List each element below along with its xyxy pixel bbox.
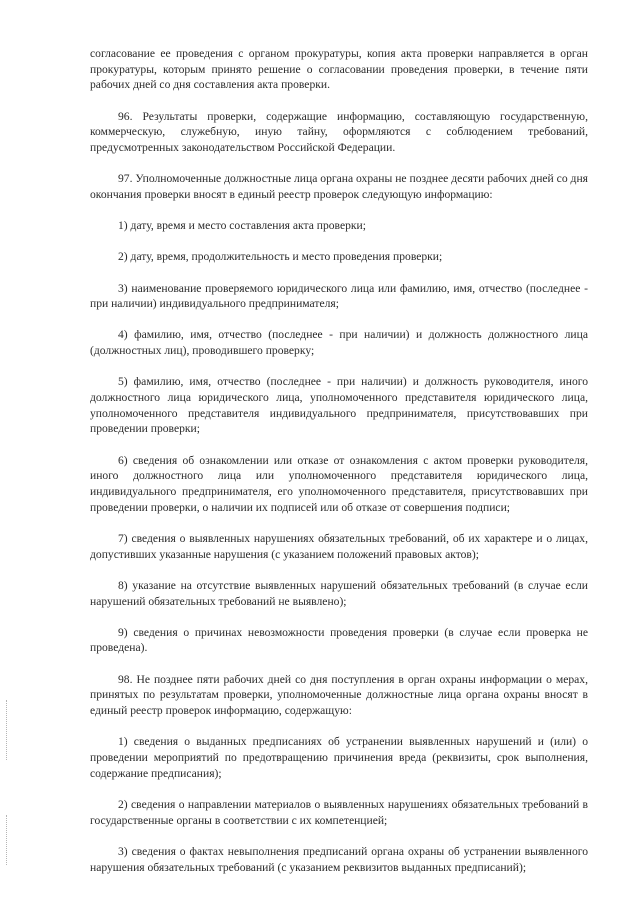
list-item-97-9: 9) сведения о причинах невозможности проведения проверки (в случае если проверка не проведена).: [90, 625, 588, 655]
list-item-97-2: 2) дату, время, продолжительность и место проведения проверки;: [118, 250, 443, 264]
list-item-97-7: 7) сведения о выявленных нарушениях обязательных требований, об их характере и о лицах, допустивших указанные нарушения (с указанием положений правовых актов);: [90, 531, 588, 561]
document-body: [90, 46, 588, 891]
paragraph-97: 97. Уполномоченные должностные лица органа охраны не позднее десяти рабочих дней со дня окончания проверки вносят в единый реестр проверок следующую информацию:: [90, 172, 588, 201]
paragraph-98: 98. Не позднее пяти рабочих дней со дня поступления в орган охраны информации о мерах, принятых по результатам проверки, уполномоченные должностные лица органа охраны вносят в единый реестр проверок информацию, содержащую:: [90, 672, 588, 718]
list-item-98-1: 1) сведения о выданных предписаниях об устранении выявленных нарушений и (или) о проведении мероприятий по предотвращению причинения вреда (реквизиты, срок выполнения, содержание предписания);: [90, 735, 588, 780]
list-item-98-3: 3) сведения о фактах невыполнения предписаний органа охраны об устранении выявленного нарушения обязательных требований (с указанием реквизитов выданных предписаний);: [90, 844, 588, 874]
list-item-97-8: 8) указание на отсутствие выявленных нарушений обязательных требований (в случае если нарушений обязательных требований не выявлено);: [90, 578, 588, 608]
list-item-97-3: 3) наименование проверяемого юридического лица или фамилию, имя, отчество (последнее - при наличии) индивидуального предпринимателя;: [90, 281, 588, 311]
list-item-97-4: 4) фамилию, имя, отчество (последнее - при наличии) и должность должностного лица (должностных лиц), проводившего проверку;: [90, 328, 588, 358]
paragraph-96: 96. Результаты проверки, содержащие информацию, составляющую государственную, коммерческую, служебную, иную тайну, оформляются с соблюдением требований, предусмотренных законодательством Российской Федерации.: [90, 109, 588, 155]
paragraph-continuation: согласование ее проведения с органом прокуратуры, копия акта проверки направляется в орган прокуратуры, которым принято решение о согласовании проведения проверки, в течение пяти рабочих дней со дня составления акта проверки.: [90, 47, 588, 92]
scan-margin-marks: [6, 700, 9, 760]
list-item-97-5: 5) фамилию, имя, отчество (последнее - при наличии) и должность руководителя, иного должностного лица юридического лица, уполномоченного представителя юридического лица, уполномоченного представителя индивидуального предпринимателя, присутствовавших при проведении проверки;: [90, 375, 588, 436]
list-item-98-2: 2) сведения о направлении материалов о выявленных нарушениях обязательных требований в государственные органы в соответствии с их компетенцией;: [90, 797, 588, 827]
scan-margin-marks-lower: [6, 815, 9, 865]
list-item-97-1: 1) дату, время и место составления акта проверки;: [118, 219, 366, 233]
list-item-97-6: 6) сведения об ознакомлении или отказе от ознакомления с актом проверки руководителя, иного должностного лица или уполномоченного представителя юридического лица, индивидуального предпринимателя, его уполномоченного представителя, присутствовавших при проведении проверки, о наличии их подписей или об отказе от совершения подписи;: [90, 453, 588, 514]
